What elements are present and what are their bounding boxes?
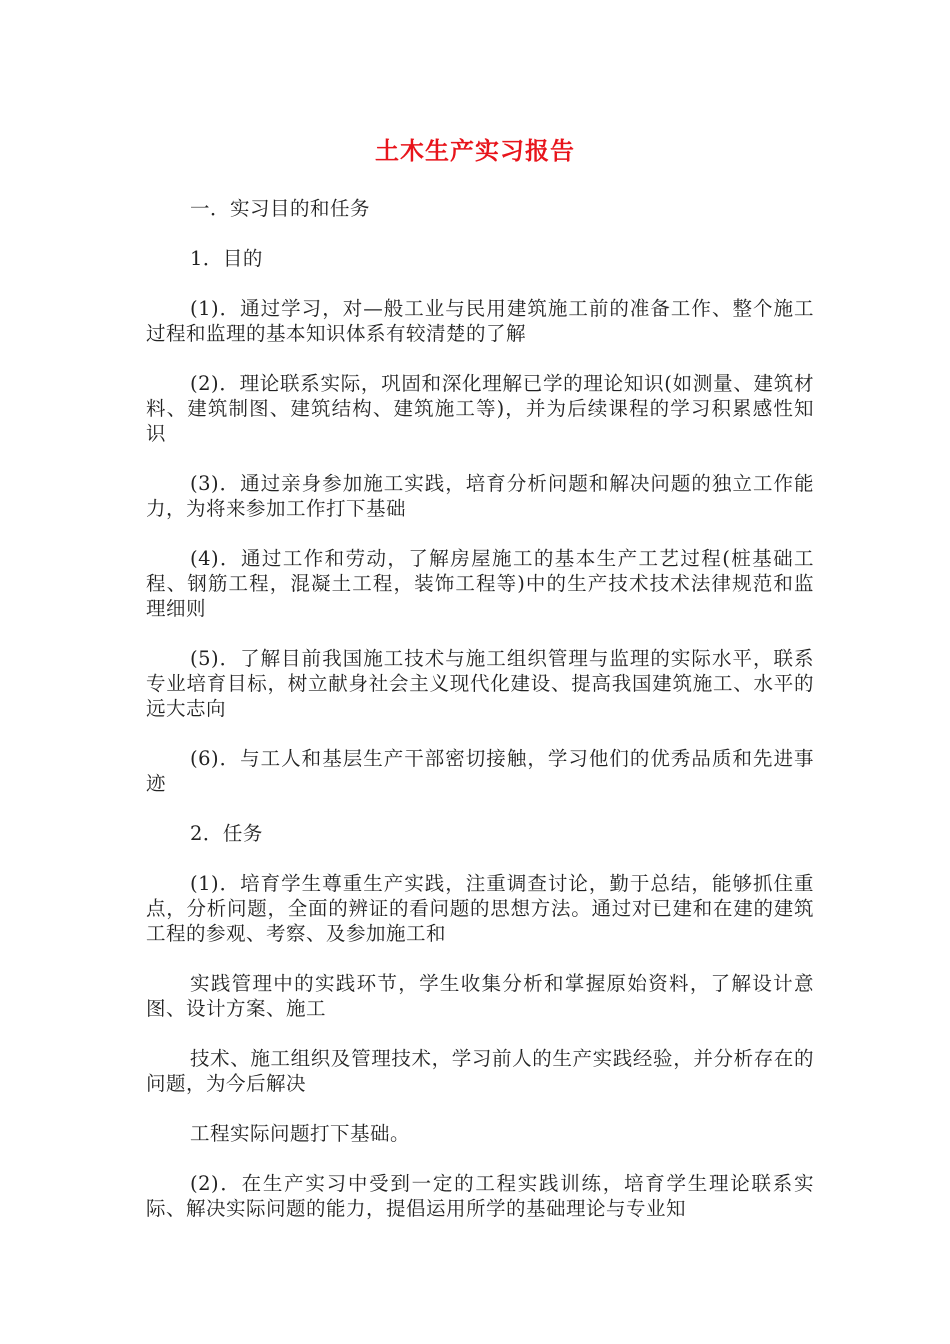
paragraph: 工程实际问题打下基础。 [190, 1122, 411, 1145]
paragraph: (1)．培育学生尊重生产实践，注重调查讨论，勤于总结，能够抓住重点，分析问题，全面的辨证的看问题的思想方法。通过对已建和在建的建筑工程的参观、考察、及参加施工和 [146, 872, 814, 945]
paragraph: (5)．了解目前我国施工技术与施工组织管理与监理的实际水平，联系专业培育目标，树立献身社会主义现代化建设、提高我国建筑施工、水平的远大志向 [146, 647, 814, 720]
subsection-heading: 2．任务 [190, 822, 263, 845]
paragraph: (2)．理论联系实际，巩固和深化理解已学的理论知识(如测量、建筑材料、建筑制图、建筑结构、建筑施工等)，并为后续课程的学习积累感性知识 [146, 372, 814, 445]
paragraph: (2)．在生产实习中受到一定的工程实践训练，培育学生理论联系实际、解决实际问题的能力，提倡运用所学的基础理论与专业知 [146, 1172, 814, 1220]
paragraph: 实践管理中的实践环节，学生收集分析和掌握原始资料，了解设计意图、设计方案、施工 [146, 972, 814, 1020]
subsection-heading: 1．目的 [190, 247, 263, 270]
document-title: 土木生产实习报告 [375, 137, 575, 165]
document-body [146, 196, 814, 1246]
section-heading: 一．实习目的和任务 [190, 197, 371, 220]
paragraph: (6)．与工人和基层生产干部密切接触，学习他们的优秀品质和先进事迹 [146, 747, 814, 795]
paragraph: (1)．通过学习，对—般工业与民用建筑施工前的准备工作、整个施工过程和监理的基本知识体系有较清楚的了解 [146, 297, 814, 345]
paragraph: 技术、施工组织及管理技术，学习前人的生产实践经验，并分析存在的问题，为今后解决 [146, 1047, 814, 1095]
paragraph: (3)．通过亲身参加施工实践，培育分析问题和解决问题的独立工作能力，为将来参加工作打下基础 [146, 472, 814, 520]
paragraph: (4)．通过工作和劳动，了解房屋施工的基本生产工艺过程(桩基础工程、钢筋工程，混凝土工程，装饰工程等)中的生产技术技术法律规范和监理细则 [146, 547, 814, 620]
